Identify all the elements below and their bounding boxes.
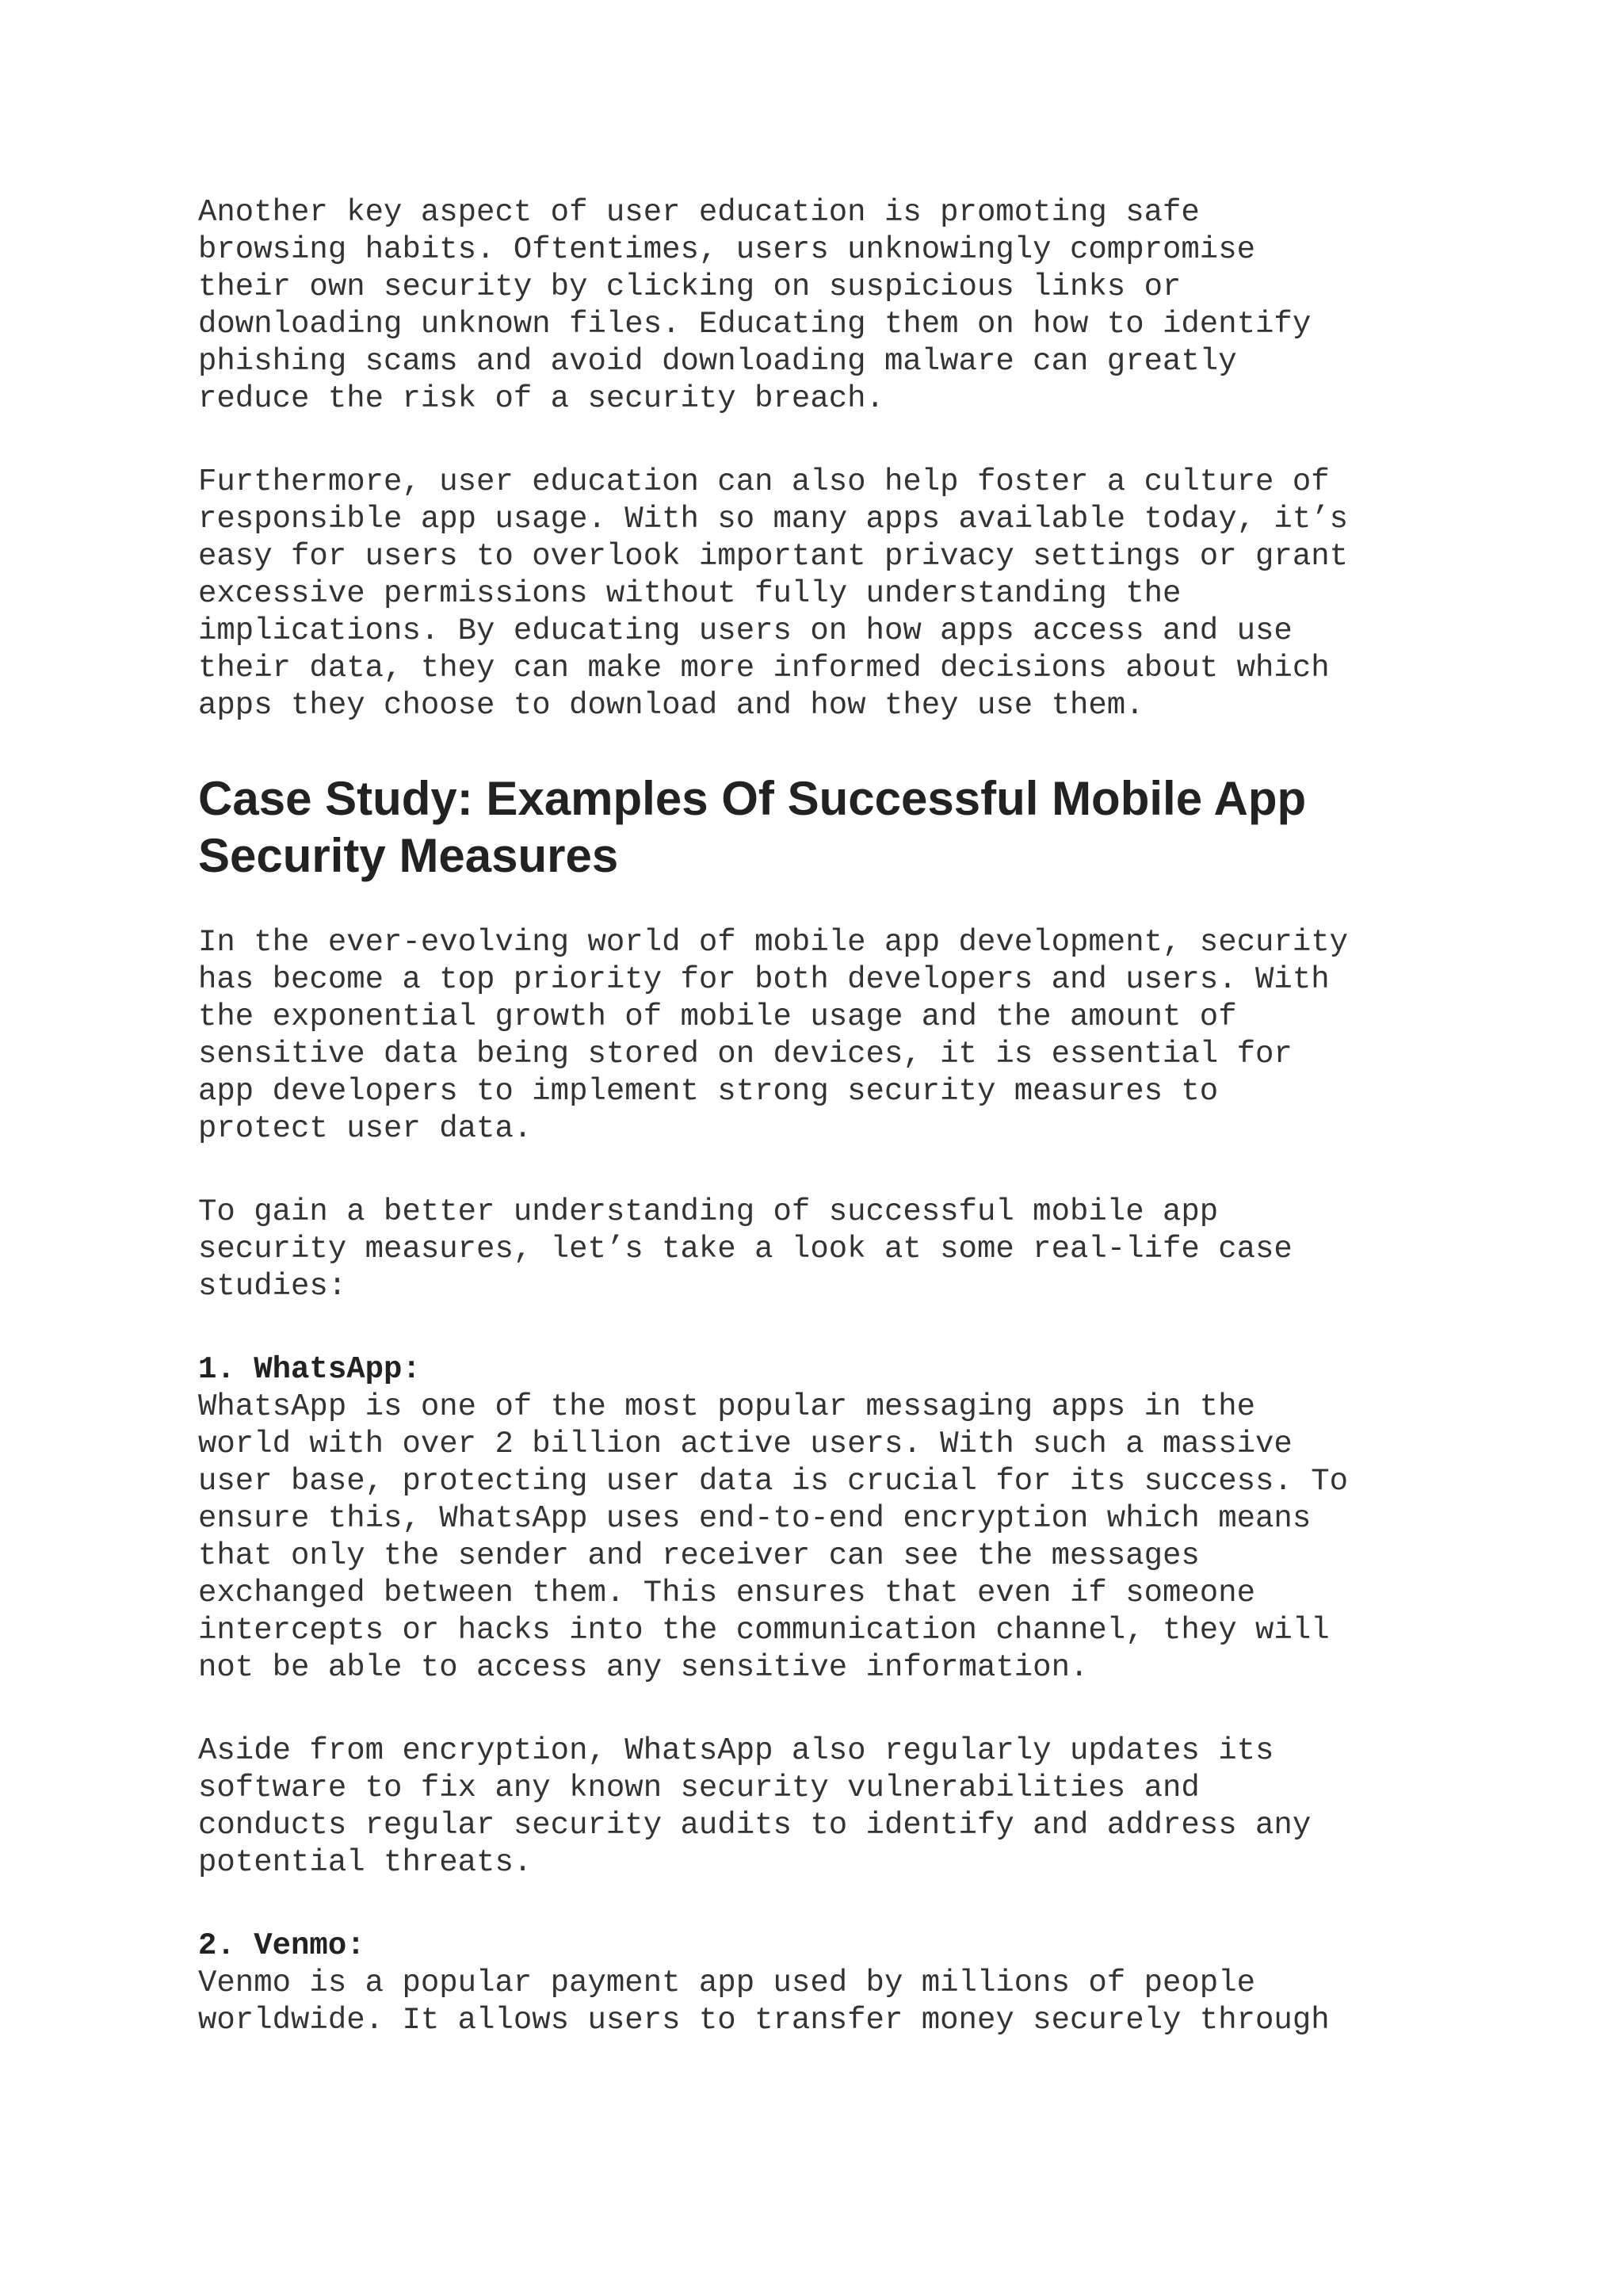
case-title: 2. Venmo: — [198, 1928, 365, 1963]
paragraph-responsible-usage: Furthermore, user education can also help foster a culture of responsible app usage. With so many apps available today, it’s easy for users to overlook important privacy settings or grant excessive permissions without fully understanding the implications. By educating users on how apps access and use their data, they can make more informed decisions about which apps they choose to download and how they use them. — [198, 464, 1349, 723]
section-heading: Case Study: Examples Of Successful Mobile App Security Measures — [198, 772, 1307, 882]
case-body: Aside from encryption, WhatsApp also regularly updates its software to fix any known security vulnerabilities and conducts regular security audits to identify and address any potential threats. — [198, 1733, 1312, 1880]
case-title: 1. WhatsApp: — [198, 1352, 421, 1387]
paragraph-safe-browsing: Another key aspect of user education is promoting safe browsing habits. Oftentimes, users unknowingly compromise their own security by clicking on suspicious links or downloading unknown files. Educating them on how to identify phishing scams and avoid downloading malware can greatly reduce the risk of a security breach. — [198, 195, 1312, 416]
paragraph-case-study-lead: To gain a better understanding of successful mobile app security measures, let’s take a look at some real-life case studies: — [198, 1194, 1293, 1304]
case-study-venmo — [198, 1927, 1450, 2039]
paragraph-intro: In the ever-evolving world of mobile app development, security has become a top priority for both developers and users. With the exponential growth of mobile usage and the amount of sensitive data being stored on devices, it is essential for app developers to implement strong security measures to protect user data. — [198, 925, 1349, 1146]
document-page — [198, 194, 1450, 2039]
case-body: Venmo is a popular payment app used by millions of people worldwide. It allows users to transfer money securely through — [198, 1966, 1330, 2038]
case-body: WhatsApp is one of the most popular messaging apps in the world with over 2 billion active users. With such a massive user base, protecting user data is crucial for its success. To ensure this, WhatsApp uses end-to-end encryption which means that only the sender and receiver can see the messages exchanged between them. This ensures that even if someone intercepts or hacks into the communication channel, they will not be able to access any sensitive information. — [198, 1389, 1349, 1685]
case-study-whatsapp — [198, 1351, 1450, 1881]
